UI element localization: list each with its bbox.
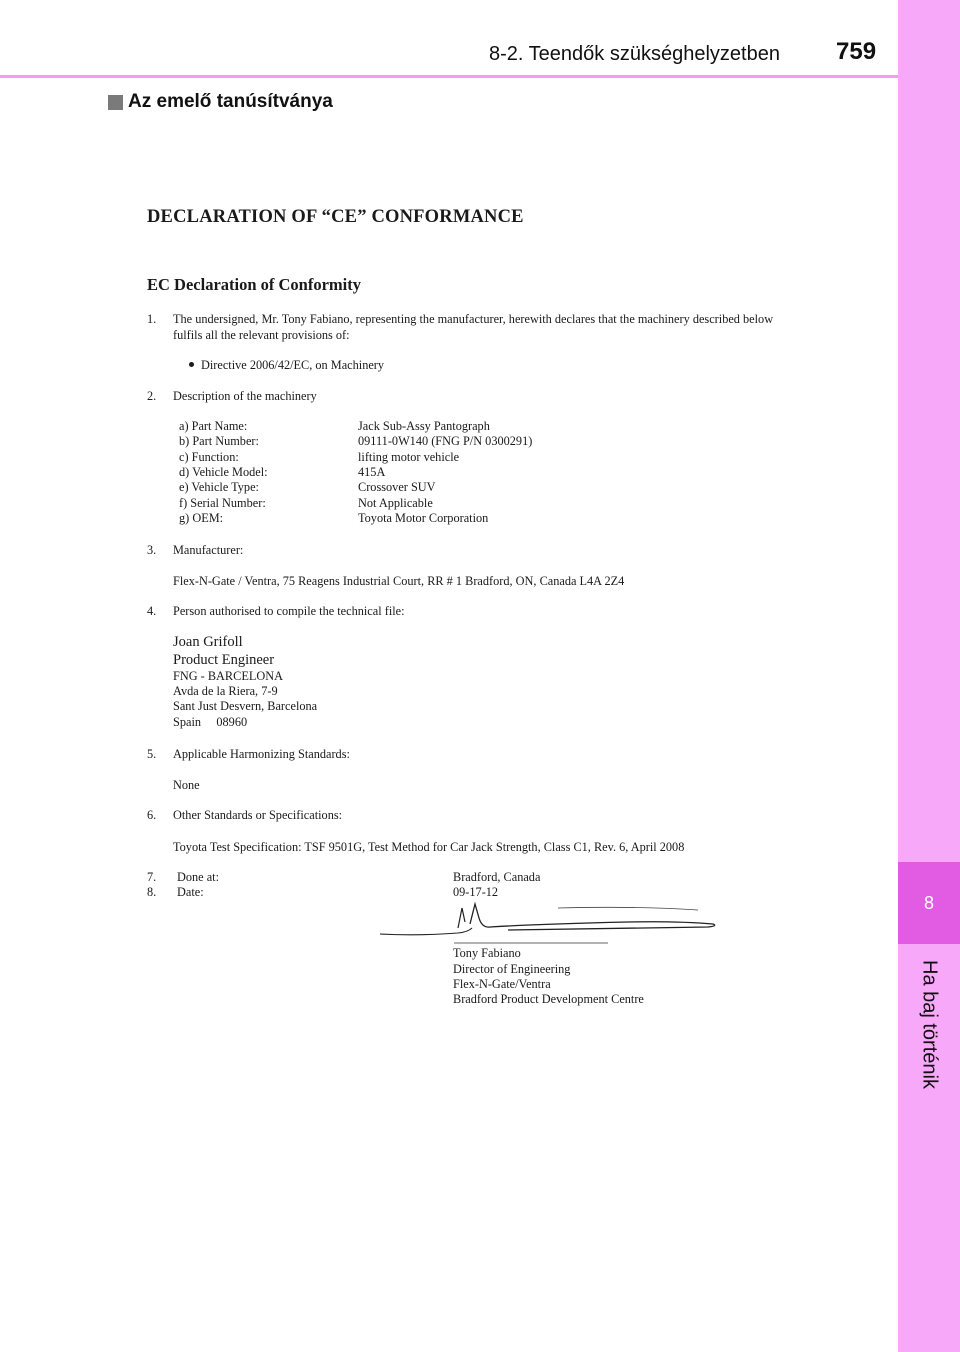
square-bullet-icon bbox=[108, 95, 123, 110]
signatory-location: Bradford Product Development Centre bbox=[453, 992, 644, 1006]
field-value: 415A bbox=[358, 465, 386, 479]
section-heading-text: Az emelő tanúsítványa bbox=[128, 91, 333, 112]
signatory-title: Director of Engineering bbox=[453, 962, 571, 976]
document-subtitle: EC Declaration of Conformity bbox=[147, 275, 362, 294]
address-line: Avda de la Riera, 7-9 bbox=[173, 684, 278, 698]
address-line: Sant Just Desvern, Barcelona bbox=[173, 699, 318, 713]
item2-text: Description of the machinery bbox=[173, 389, 317, 403]
side-tab-chapter-number: 8 bbox=[898, 862, 960, 944]
field-label: a) Part Name: bbox=[179, 419, 248, 433]
person-name: Joan Grifoll bbox=[173, 634, 243, 650]
page-number: 759 bbox=[836, 38, 877, 65]
item8-label: Date: bbox=[177, 885, 204, 899]
field-value: lifting motor vehicle bbox=[358, 450, 460, 464]
field-label: e) Vehicle Type: bbox=[179, 480, 259, 494]
header-divider bbox=[0, 75, 898, 78]
item1-line2: fulfils all the relevant provisions of: bbox=[173, 328, 350, 342]
field-value: 09111-0W140 (FNG P/N 0300291) bbox=[358, 434, 533, 448]
person-role: Product Engineer bbox=[173, 652, 275, 668]
signatory-name: Tony Fabiano bbox=[453, 946, 521, 960]
field-value: Jack Sub-Assy Pantograph bbox=[358, 419, 490, 433]
item1-line1: The undersigned, Mr. Tony Fabiano, representing the manufacturer, herewith declares that the machinery described below bbox=[173, 312, 774, 326]
field-label: b) Part Number: bbox=[179, 434, 259, 448]
chapter-title: 8-2. Teendők szükséghelyzetben bbox=[489, 43, 780, 65]
item3-detail: Flex-N-Gate / Ventra, 75 Reagens Industrial Court, RR # 1 Bradford, ON, Canada L4A 2Z4 bbox=[173, 574, 625, 588]
signatory-company: Flex-N-Gate/Ventra bbox=[453, 977, 551, 991]
field-label: c) Function: bbox=[179, 450, 239, 464]
item3-text: Manufacturer: bbox=[173, 543, 244, 557]
document-title: DECLARATION OF “CE” CONFORMANCE bbox=[147, 207, 524, 227]
item-number: 4. bbox=[147, 604, 157, 618]
field-label: g) OEM: bbox=[179, 511, 224, 525]
address-line: FNG - BARCELONA bbox=[173, 669, 283, 683]
item-number: 7. bbox=[147, 870, 157, 884]
address-line: Spain 08960 bbox=[173, 715, 248, 729]
item7-value: Bradford, Canada bbox=[453, 870, 541, 884]
field-value: Not Applicable bbox=[358, 496, 433, 510]
item5-text: Applicable Harmonizing Standards: bbox=[173, 747, 350, 761]
item8-value: 09-17-12 bbox=[453, 885, 499, 899]
field-value: Crossover SUV bbox=[358, 480, 436, 494]
item6-text: Other Standards or Specifications: bbox=[173, 808, 343, 822]
handwritten-signature bbox=[378, 900, 723, 950]
item-number: 6. bbox=[147, 808, 157, 822]
item1-directive: Directive 2006/42/EC, on Machinery bbox=[201, 358, 385, 372]
item-number: 3. bbox=[147, 543, 157, 557]
item7-label: Done at: bbox=[177, 870, 220, 884]
item-number: 8. bbox=[147, 885, 157, 899]
field-label: d) Vehicle Model: bbox=[179, 465, 268, 479]
field-label: f) Serial Number: bbox=[179, 496, 266, 510]
section-heading bbox=[108, 91, 333, 113]
item-number: 1. bbox=[147, 312, 157, 326]
side-tab-label: Ha baj történik bbox=[918, 960, 941, 1089]
item4-text: Person authorised to compile the technical file: bbox=[173, 604, 405, 618]
item6-detail: Toyota Test Specification: TSF 9501G, Test Method for Car Jack Strength, Class C1, Rev. 6, April 2008 bbox=[173, 840, 685, 854]
bullet-icon bbox=[189, 362, 194, 367]
item-number: 5. bbox=[147, 747, 157, 761]
item-number: 2. bbox=[147, 389, 157, 403]
side-tab-bar bbox=[898, 0, 960, 1352]
field-value: Toyota Motor Corporation bbox=[358, 511, 489, 525]
item5-detail: None bbox=[173, 778, 200, 792]
